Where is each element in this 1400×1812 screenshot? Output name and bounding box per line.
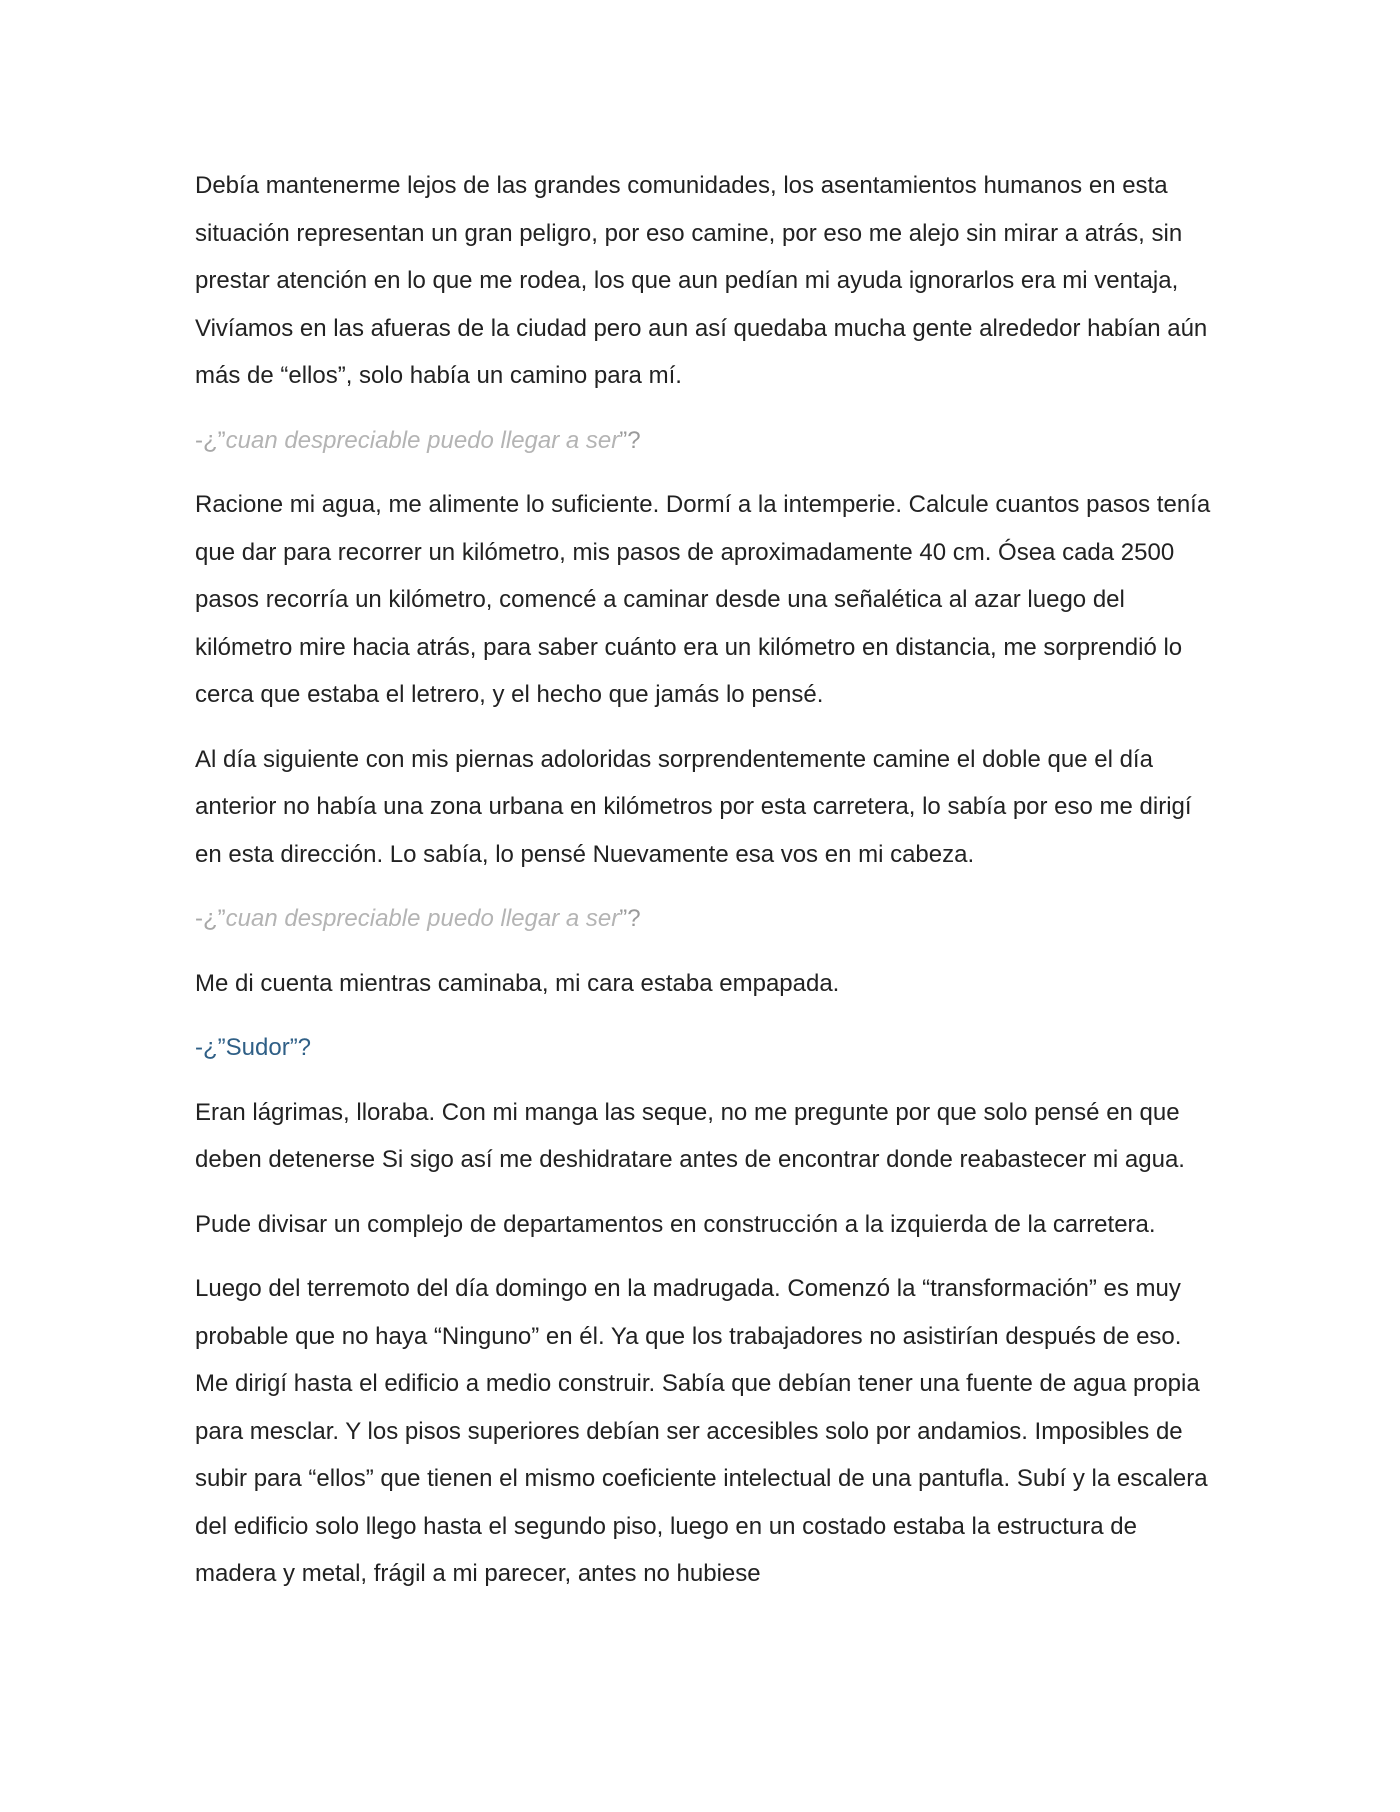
paragraph-3: Al día siguiente con mis piernas adoloridas sorprendentemente camine el doble que el día anterior no había una zona urbana en kilómetros por esta carretera, lo sabía por eso me dirigí en esta dirección. Lo sabía, lo pensé Nuevamente esa vos en mi cabeza. [195, 745, 1192, 868]
quote-1-text: cuan despreciable puedo llegar a ser [225, 426, 620, 454]
paragraph-5: Eran lágrimas, lloraba. Con mi manga las seque, no me pregunte por que solo pensé en que deben detenerse Si sigo así me deshidratare antes de encontrar donde reabastecer mi agua. [195, 1098, 1185, 1173]
paragraph-7: Luego del terremoto del día domingo en la madrugada. Comenzó la “transformación” es muy probable que no haya “Ninguno” en él. Ya que los trabajadores no asistirían después de eso. Me dirigí hasta el edificio a medio construir. Sabía que debían tener una fuente de agua propia para mesclar. Y los pisos superiores debían ser accesibles solo por andamios. Imposibles de subir para “ellos” que tienen el mismo coeficiente intelectual de una pantufla. Subí y la escalera del edificio solo llego hasta el segundo piso, luego en un costado estaba la estructura de madera y metal, frágil a mi parecer, antes no hubiese [195, 1275, 1208, 1587]
paragraph-6: Pude divisar un complejo de departamentos en construcción a la izquierda de la carretera. [195, 1210, 1156, 1238]
quote-1-suffix: ”? [619, 426, 641, 454]
quote-2-suffix: ”? [619, 905, 641, 932]
quote-2-prefix: -¿” [195, 905, 226, 932]
document-page [195, 162, 1215, 1615]
quote-2-text: cuan despreciable puedo llegar a ser [225, 905, 620, 932]
quote-2 [195, 895, 1215, 943]
paragraph-4: Me di cuenta mientras caminaba, mi cara estaba empapada. [195, 969, 840, 997]
sudor-line: -¿”Sudor”? [195, 1034, 312, 1061]
paragraph-1: Debía mantenerme lejos de las grandes comunidades, los asentamientos humanos en esta situación representan un gran peligro, por eso camine, por eso me alejo sin mirar a atrás, sin prestar atención en lo que me rodea, los que aun pedían mi ayuda ignorarlos era mi ventaja, Vivíamos en las afueras de la ciudad pero aun así quedaba mucha gente alrededor habían aún más de “ellos”, solo había un camino para mí. [195, 172, 1208, 389]
quote-1-prefix: -¿” [195, 426, 226, 454]
quote-1 [195, 417, 1215, 465]
paragraph-2: Racione mi agua, me alimente lo suficiente. Dormí a la intemperie. Calcule cuantos pasos tenía que dar para recorrer un kilómetro, mis pasos de aproximadamente 40 cm. Ósea cada 2500 pasos recorría un kilómetro, comencé a caminar desde una señalética al azar luego del kilómetro mire hacia atrás, para saber cuánto era un kilómetro en distancia, me sorprendió lo cerca que estaba el letrero, y el hecho que jamás lo pensé. [195, 491, 1211, 708]
